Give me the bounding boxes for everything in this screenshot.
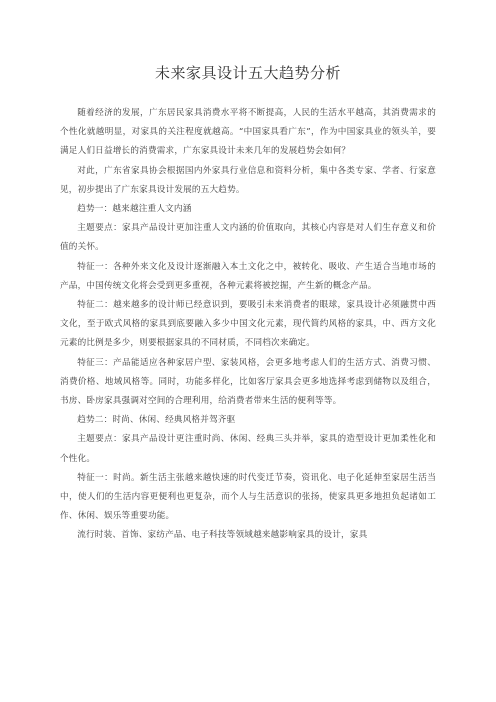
trend-1-theme: 主题要点：家具产品设计更加注重人文内涵的价值取向，其核心内容是对人们生存意义和价值的关怀。: [60, 223, 436, 253]
trend-1-feature-1: 特征一：各种外来文化及设计逐渐融入本土文化之中，被转化、吸收、产生适合当地市场的产品，中国传统文化将会受到更多重视，各种元素将被挖掘，产生新的概念产品。: [60, 261, 436, 291]
document-body: [60, 104, 436, 546]
trend-1-feature-3: 特征三：产品能适应各种家居户型、家装风格，会更多地考虑人们的生活方式、消费习惯、消费价格、地域风格等。同时，功能多样化，比如客厅家具会更多地选择考虑到储物以及组合，书房、卧房家具强调对空间的合理利用，给消费者带来生活的便利等等。: [60, 357, 436, 407]
trend-2-feature-1-cont: 流行时装、首饰、家纺产品、电子科技等领域越来越影响家具的设计，家具: [77, 530, 368, 541]
document-title: 未来家具设计五大趋势分析: [154, 64, 341, 82]
trend-1-feature-2: 特征二：越来越多的设计师已经意识到，要吸引未来消费者的眼球，家具设计必须融贯中西文化，至于欧式风格的家具到底要融入多少中国文化元素，现代简约风格的家具，中、西方文化元素的比例是多少，则要根据家具的不同材质，不同档次来确定。: [60, 300, 436, 349]
paragraph-intro: 随着经济的发展，广东居民家具消费水平将不断提高，人民的生活水平越高，其消费需求的个性化就越明显，对家具的关注程度就越高。“中国家具看广东”，作为中国家具业的领头羊，要满足人们日益增长的消费需求，广东家具设计未来几年的发展趋势会如何？: [60, 108, 436, 157]
trend-2-feature-1: 特征一：时尚。新生活主张越来越快速的时代变迁节奏，资讯化、电子化延伸至家居生活当中，使人们的生活内容更便利也更复杂，而个人与生活意识的张扬，使家具更多地担负起诸如工作、休闲、娱乐等重要功能。: [60, 472, 436, 522]
trend-heading-2: 趋势二：时尚、休闲、经典风格并驾齐驱: [77, 415, 236, 426]
paragraph-context: 对此，广东省家具协会根据国内外家具行业信息和资料分析，集中各类专家、学者、行家意见，初步提出了广东家具设计发展的五大趋势。: [60, 165, 436, 195]
trend-2-theme: 主题要点：家具产品设计更注重时尚、休闲、经典三头并举，家具的造型设计更加柔性化和个性化。: [60, 434, 436, 464]
trend-heading-1: 趋势一：越来越注重人文内涵: [77, 204, 192, 215]
